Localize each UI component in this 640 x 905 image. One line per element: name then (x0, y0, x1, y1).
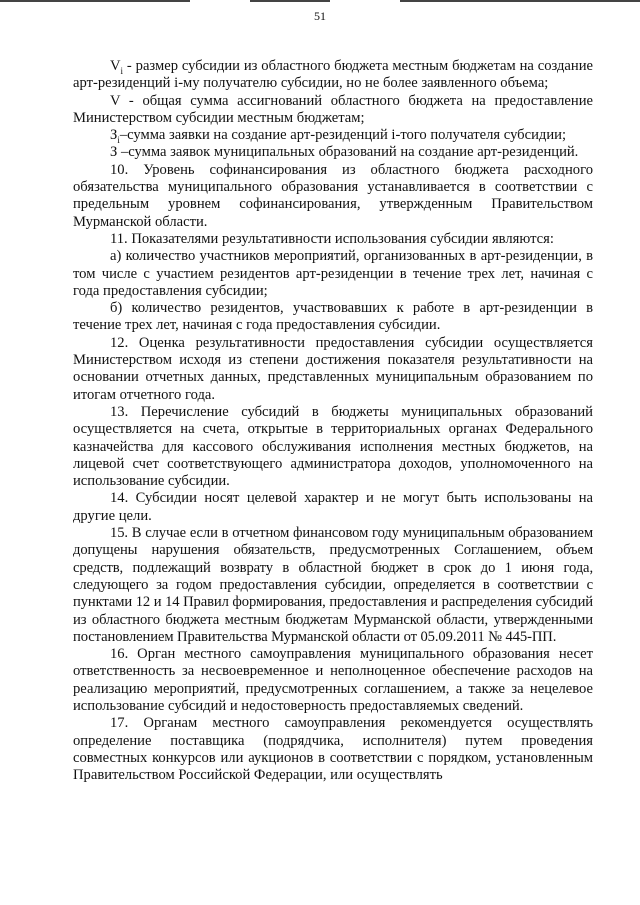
paragraph-text: –сумма заявки на создание арт-резиденций i-того получателя субсидии; (119, 127, 566, 144)
paragraph-vi-definition (73, 58, 593, 93)
paragraph-zi-definition (73, 127, 593, 144)
paragraph-v-definition (73, 93, 593, 128)
paragraph-text: 13. Перечисление субсидий в бюджеты муниципальных образований осуществляется на счета, открытые в территориальных органах Федерального казначейства для кассового обслуживания исполнения местных бюджетов, на лицевой счет соответствующего администратора доходов, уполномоченного на использование субсидии. (73, 403, 593, 490)
scan-edge-line (250, 0, 330, 2)
paragraph-10 (73, 162, 593, 231)
paragraph-14 (73, 490, 593, 525)
paragraph-13 (73, 404, 593, 490)
paragraph-text: 10. Уровень софинансирования из областного бюджета расходного обязательства муниципального образования устанавливается в соответствии с предельным уровнем софинансирования, утвержденным Правительством Мурманской области. (73, 161, 593, 230)
paragraph-text: V - общая сумма ассигнований областного бюджета на предоставление Министерством субсидии местным бюджетам; (73, 92, 593, 126)
paragraph-text: 16. Орган местного самоуправления муниципального образования несет ответственность за несвоевременное и неполноценное обеспечение расходов на реализацию мероприятий, предусмотренных соглашением, а также за нецелевое использование субсидий и недостоверность предоставляемых сведений. (73, 646, 593, 714)
paragraph-text: 12. Оценка результативности предоставления субсидии осуществляется Министерством исходя из степени достижения показателя результативности на основании отчетных данных, представленных муниципальным образованием по итогам отчетного года. (73, 334, 593, 403)
paragraph-text: 11. Показателями результативности использования субсидии являются: (110, 230, 554, 247)
variable-subscript: i (120, 65, 124, 76)
document-body (73, 58, 593, 784)
variable-subscript: i (117, 135, 120, 146)
paragraph-11-a (73, 248, 593, 300)
paragraph-text: З –сумма заявок муниципальных образований на создание арт-резиденций. (110, 144, 579, 161)
scan-edge-line (400, 0, 640, 2)
paragraph-15 (73, 525, 593, 646)
paragraph-text: а) количество участников мероприятий, организованных в арт-резиденции, в том числе с участием резидентов арт-резиденции в течение трех лет, начиная с года предоставления субсидии; (73, 248, 593, 299)
paragraph-11-b (73, 300, 593, 335)
variable-symbol: З (110, 127, 118, 144)
paragraph-text: 14. Субсидии носят целевой характер и не могут быть использованы на другие цели. (73, 490, 593, 524)
paragraph-16 (73, 646, 593, 715)
page-number: 51 (314, 9, 326, 23)
paragraph-text: б) количество резидентов, участвовавших к работе в арт-резиденции в течение трех лет, начиная с года предоставления субсидии. (73, 300, 593, 334)
paragraph-12 (73, 335, 593, 404)
scan-edge-line (0, 0, 190, 2)
paragraph-text: 17. Органам местного самоуправления рекомендуется осуществлять определение поставщика (подрядчика, исполнителя) путем проведения совместных конкурсов или аукционов в соответствии с порядком, установленным Правительством Российской Федерации, или осуществлять (73, 715, 593, 784)
paragraph-z-definition (73, 144, 593, 161)
paragraph-11 (73, 231, 593, 248)
paragraph-text: 15. В случае если в отчетном финансовом году муниципальным образованием допущены нарушения обязательств, предусмотренных Соглашением, объем средств, подлежащий возврату в областной бюджет в срок до 1 июня года, следующего за годом предоставления субсидии, определяется в соответствии с пунктами 12 и 14 Правил формирования, предоставления и распределения субсидий из областного бюджета местным бюджетам Мурманской области, утвержденными постановлением Правительства Мурманской области от 05.09.2011 № 445-ПП. (73, 525, 593, 645)
variable-symbol: V (110, 58, 121, 74)
paragraph-text: - размер субсидии из областного бюджета местным бюджетам на создание арт-резиденций i-му получателю субсидии, но не более заявленного объема; (73, 58, 593, 92)
paragraph-17 (73, 715, 593, 784)
